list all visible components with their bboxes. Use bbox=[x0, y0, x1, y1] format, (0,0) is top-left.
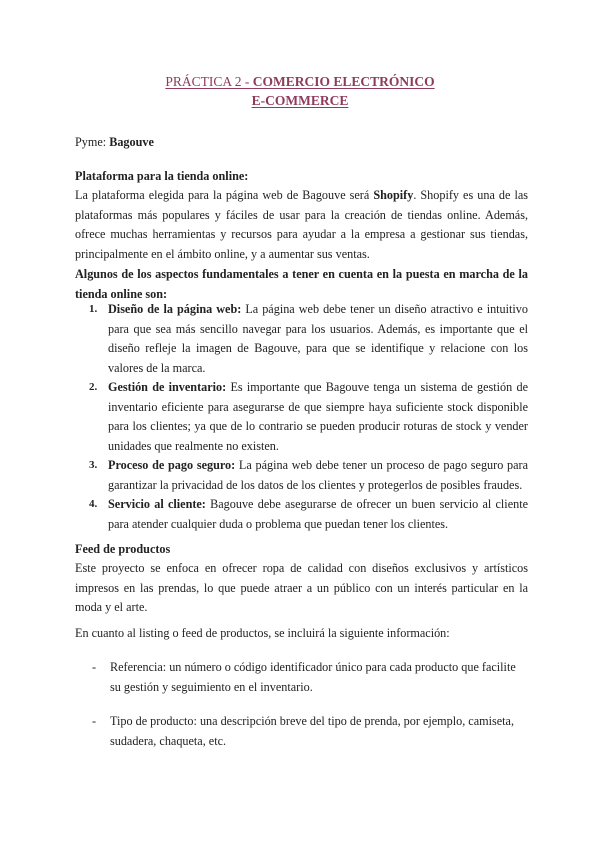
list-item bbox=[75, 300, 528, 378]
item-title: Diseño de la página web: bbox=[108, 302, 242, 316]
item-number: 3. bbox=[89, 459, 98, 471]
bullet-text: Referencia: un número o código identificador único para cada producto que facilite su gestión y seguimiento en el inventario. bbox=[110, 660, 516, 694]
item-text: Es importante que Bagouve tenga un sistema de gestión de inventario eficiente para asegurarse de que siempre haya suficiente stock disponible para los clientes; ya que de lo contrario se pueden producir roturas de stock y vender unidades que realmente no existen. bbox=[108, 380, 528, 453]
bullet-text: Tipo de producto: una descripción breve del tipo de prenda, por ejemplo, camiseta, sudadera, chaqueta, etc. bbox=[110, 714, 514, 748]
plataforma-body-post: . Shopify es una de las plataformas más populares y fáciles de usar para la creación de tiendas online. Además, ofrece muchas herramientas y recursos para ayudar a la empresa a gestionar sus tiendas, principalmente en el ámbito online, y a aumentar sus ventas. bbox=[75, 188, 528, 261]
item-text: La página web debe tener un diseño atractivo e intuitivo para que sea más sencillo navegar para los usuarios. Además, es importante que el diseño refleje la imagen de Bagouve, para que se identifique y relacione con los valores de la marca. bbox=[108, 302, 528, 375]
title-bold: COMERCIO ELECTRÓNICO bbox=[252, 74, 435, 89]
aspectos-list bbox=[75, 300, 528, 534]
list-item bbox=[75, 456, 528, 495]
feed-body: Este proyecto se enfoca en ofrecer ropa de calidad con diseños exclusivos y artísticos impresos en las prendas, lo que puede atraer a un público con un interés particular en la moda y el arte. bbox=[75, 561, 528, 614]
subtitle-text: E-COMMERCE bbox=[251, 93, 349, 108]
item-title: Proceso de pago seguro: bbox=[108, 458, 236, 472]
page-subtitle bbox=[0, 93, 600, 109]
page-title bbox=[0, 74, 600, 90]
bullet-item bbox=[92, 712, 528, 751]
list-item bbox=[75, 495, 528, 534]
pyme-value: Bagouve bbox=[109, 135, 154, 149]
bullet-dash: - bbox=[92, 660, 97, 674]
item-number: 1. bbox=[89, 303, 98, 315]
aspectos-heading: Algunos de los aspectos fundamentales a tener en cuenta en la puesta en marcha de la tienda online son: bbox=[75, 267, 528, 301]
plataforma-body-pre: La plataforma elegida para la página web de Bagouve será bbox=[75, 188, 374, 202]
feed-heading: Feed de productos bbox=[75, 542, 171, 556]
plataforma-body bbox=[75, 186, 528, 264]
listing-intro: En cuanto al listing o feed de productos, se incluirá la siguiente información: bbox=[75, 626, 450, 640]
item-number: 2. bbox=[89, 381, 98, 393]
pyme-label: Pyme: bbox=[75, 135, 110, 149]
item-title: Gestión de inventario: bbox=[108, 380, 227, 394]
list-item bbox=[75, 378, 528, 456]
bullet-item bbox=[92, 658, 528, 697]
plataforma-heading: Plataforma para la tienda online: bbox=[75, 169, 249, 183]
plataforma-body-bold: Shopify bbox=[373, 188, 414, 202]
item-title: Servicio al cliente: bbox=[108, 497, 206, 511]
title-prefix: PRÁCTICA 2 - bbox=[165, 74, 253, 89]
bullet-dash: - bbox=[92, 714, 97, 728]
item-text: Bagouve debe asegurarse de ofrecer un buen servicio al cliente para atender cualquier duda o problema que puedan tener los clientes. bbox=[108, 497, 528, 531]
pyme-line bbox=[75, 133, 528, 153]
item-number: 4. bbox=[89, 498, 98, 510]
item-text: La página web debe tener un proceso de pago seguro para garantizar la privacidad de los datos de los clientes y protegerlos de posibles fraudes. bbox=[108, 458, 528, 492]
